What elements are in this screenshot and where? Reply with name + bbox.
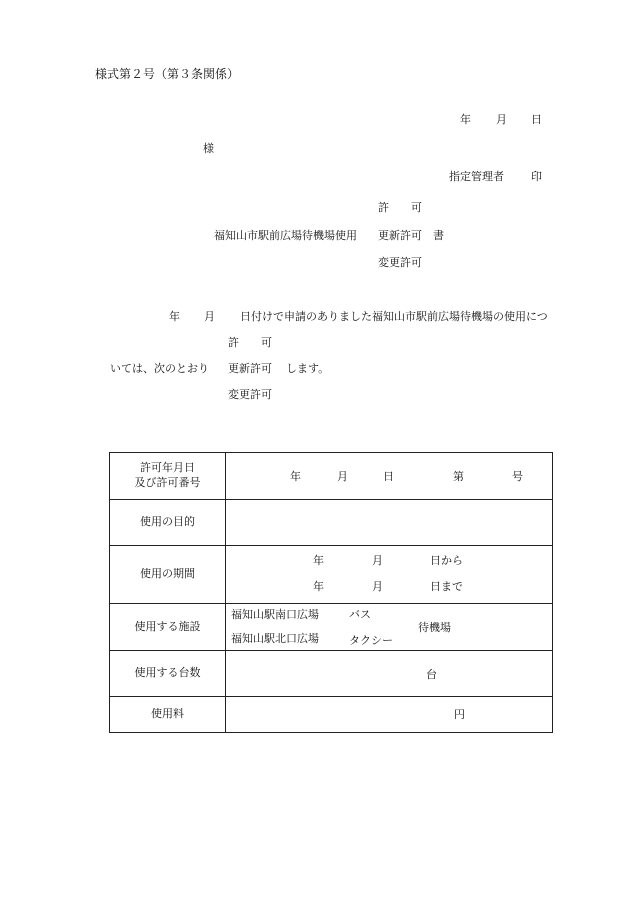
permit-date-number-header [110, 453, 226, 500]
table-row [110, 651, 553, 697]
facility-bus: バス [349, 608, 371, 621]
period-cell [226, 546, 553, 604]
vehicle-count-header [110, 651, 226, 697]
permit-number-prefix: 第 [453, 470, 464, 483]
facility-header [110, 604, 226, 651]
table-row [110, 546, 553, 604]
form-number: 様式第２号（第３条関係） [95, 67, 240, 81]
facility-waiting-area: 待機場 [418, 621, 451, 634]
body-option-change: 変更許可 [228, 388, 272, 401]
period-to-month: 月 [372, 580, 383, 593]
fee-header [110, 697, 226, 733]
permit-date-label: 許可年月日 [140, 461, 195, 475]
title-option-permit: 許 可 [378, 201, 422, 214]
fee-unit: 円 [454, 708, 465, 721]
permit-date-number-cell [226, 453, 553, 500]
title-suffix: 書 [433, 229, 444, 242]
body-sentence-2-suffix: します。 [286, 362, 330, 375]
title-option-renew: 更新許可 [378, 229, 422, 242]
period-header [110, 546, 226, 604]
table-row [110, 697, 553, 733]
permit-day-label: 日 [383, 470, 394, 483]
fee-label: 使用料 [151, 707, 184, 721]
permit-year-label: 年 [290, 470, 301, 483]
period-from-month: 月 [372, 554, 383, 567]
vehicle-count-unit: 台 [426, 668, 437, 681]
permit-number-label: 及び許可番号 [134, 476, 201, 489]
body-year-label: 年 [169, 310, 180, 323]
vehicle-count-cell [226, 651, 553, 697]
addressee-suffix: 様 [203, 142, 214, 155]
period-from-year: 年 [313, 554, 324, 567]
seal-mark: 印 [531, 170, 542, 183]
header-year-label: 年 [460, 113, 471, 126]
body-sentence-1: 日付けで申請のありました福知山市駅前広場待機場の使用につ [240, 310, 548, 323]
title-option-change: 変更許可 [378, 256, 422, 269]
period-label: 使用の期間 [140, 567, 195, 581]
permit-month-label: 月 [337, 470, 348, 483]
body-option-renew: 更新許可 [228, 362, 272, 375]
permit-number-suffix: 号 [512, 470, 523, 483]
issuer-label: 指定管理者 [449, 170, 504, 183]
facility-label: 使用する施設 [134, 619, 201, 633]
table-row [110, 453, 553, 500]
facility-taxi: タクシー [349, 634, 393, 647]
body-option-permit: 許 可 [228, 336, 272, 349]
purpose-cell [226, 500, 553, 546]
facility-cell [226, 604, 553, 651]
period-to-year: 年 [313, 580, 324, 593]
purpose-label: 使用の目的 [140, 515, 195, 529]
vehicle-count-label: 使用する台数 [134, 666, 201, 680]
body-month-label: 月 [204, 310, 215, 323]
period-from-day: 日から [430, 554, 463, 567]
facility-south-plaza: 福知山駅南口広場 [231, 608, 319, 621]
header-day-label: 日 [531, 113, 542, 126]
table-row [110, 604, 553, 651]
body-sentence-2-prefix: いては、次のとおり [110, 362, 209, 375]
table-row [110, 500, 553, 546]
facility-north-plaza: 福知山駅北口広場 [231, 632, 319, 645]
title-subject: 福知山市駅前広場待機場使用 [214, 229, 357, 242]
permit-details-table [109, 452, 553, 733]
header-month-label: 月 [496, 113, 507, 126]
purpose-header [110, 500, 226, 546]
fee-cell [226, 697, 553, 733]
period-to-day: 日まで [430, 580, 463, 593]
